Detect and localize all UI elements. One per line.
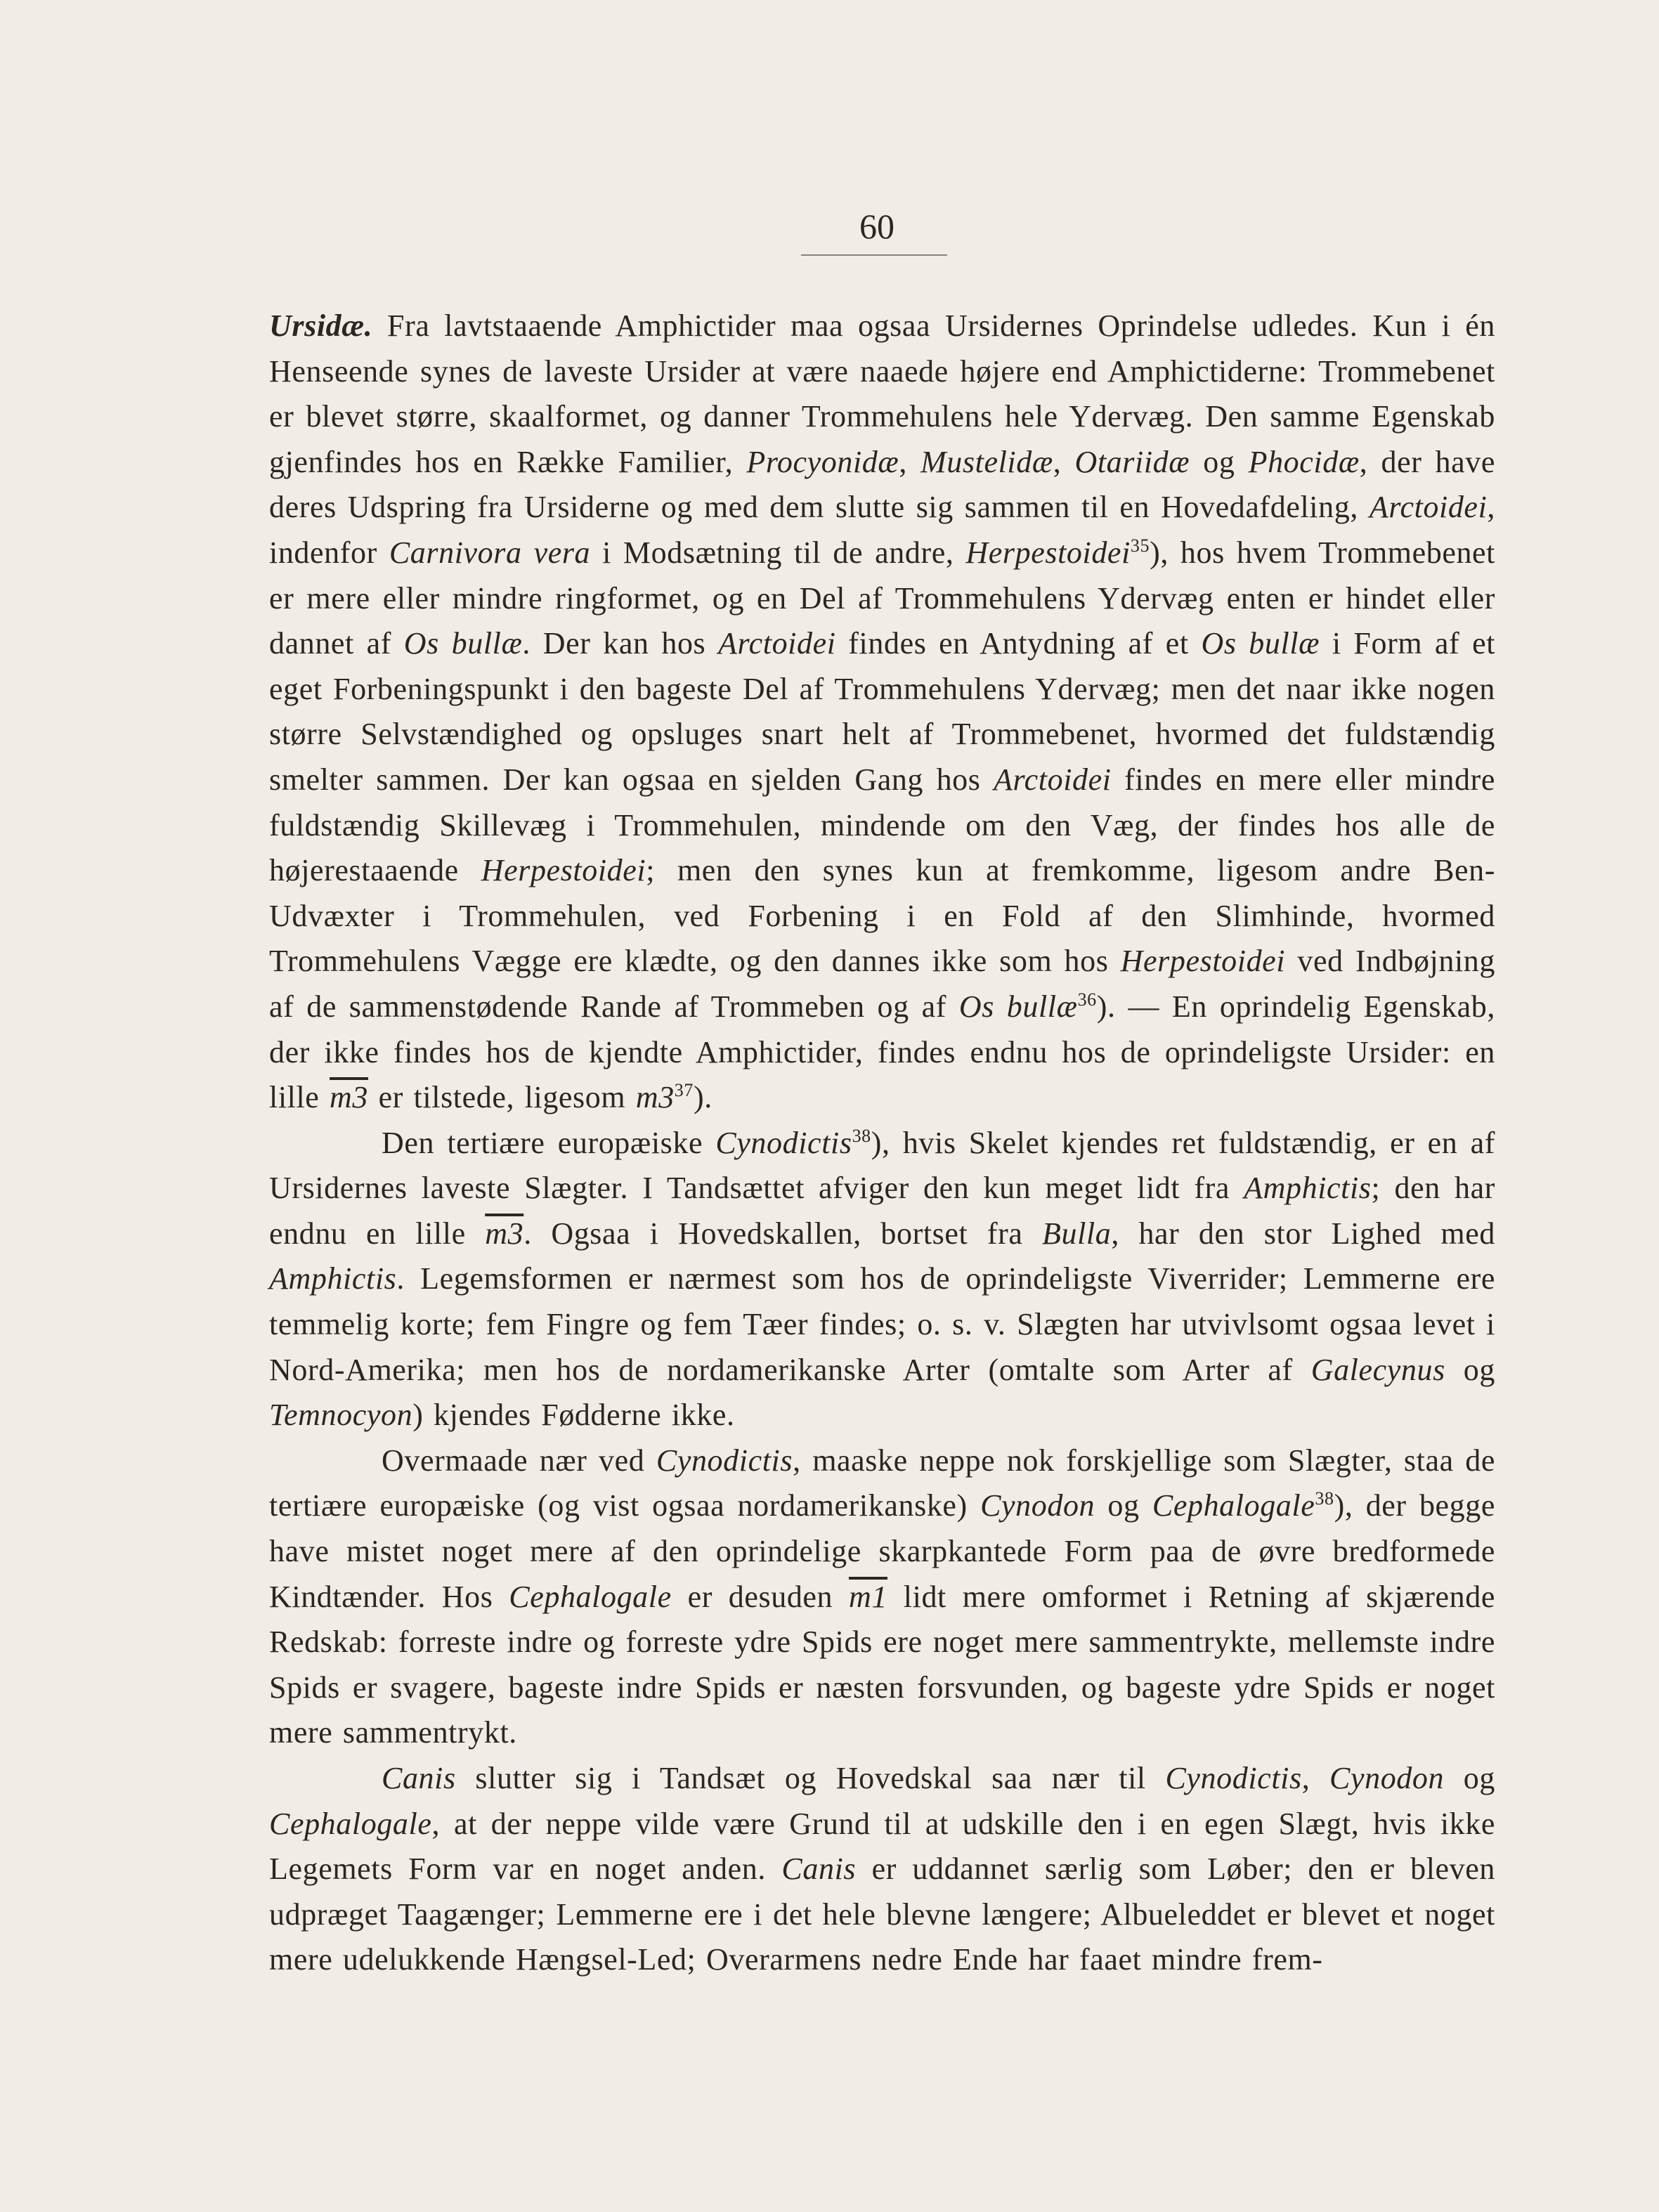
text-run: . Der kan hos (522, 626, 719, 661)
text-run: ved Indbøjning af de sammenstødende Rande af Trommeben og af (269, 944, 1495, 1024)
text-run: er uddannet særlig som Løber; den er bleven udpræget Taagænger; Lemmerne ere i det hele blevne længere; Albueleddet er blevet et noget mere udelukkende Hængsel-Led; Overarmens nedre Ende har faaet mindre frem- (269, 1852, 1495, 1977)
italic-term: Cynodon (980, 1488, 1095, 1523)
italic-term: Herpestoidei (965, 535, 1131, 570)
italic-term: Amphictis (1244, 1171, 1372, 1206)
text-run: , (1301, 1761, 1330, 1795)
footnote-ref: 36 (1077, 989, 1097, 1010)
italic-term: Cephalogale (1152, 1488, 1315, 1523)
italic-term: Canis (382, 1761, 456, 1795)
body-text (269, 304, 1495, 1983)
footnote-ref: 38 (1315, 1488, 1334, 1509)
italic-term: Cynodictis (715, 1125, 852, 1160)
text-run: , (1053, 444, 1075, 479)
text-run: , (899, 444, 921, 479)
italic-term: Mustelidæ (920, 444, 1053, 479)
text-run: ), der begge have mistet noget mere af den oprindelige skarpkantede Form paa de øvre bredformede Kindtænder. Hos (269, 1488, 1496, 1614)
text-run: og (1445, 1352, 1495, 1387)
text-run: og (1444, 1761, 1496, 1795)
text-run: , maaske neppe nok forskjellige som Slægter, staa de tertiære europæiske (og vist ogsaa nordamerikanske) (269, 1443, 1495, 1523)
text-run: i Modsætning til de andre, (590, 535, 966, 570)
italic-term: Amphictis (269, 1261, 397, 1296)
text-run: , at der neppe vilde være Grund til at udskille den i en egen Slægt, hvis ikke Legemets Form var en noget anden. (269, 1806, 1495, 1887)
text-run: og (1190, 444, 1249, 479)
text-run: og (1095, 1488, 1152, 1523)
italic-term: Phocidæ (1248, 444, 1360, 479)
text-run: ). (694, 1080, 713, 1115)
text-run: i Form af et eget Forbeningspunkt i den bageste Del af Trommehulens Ydervæg; men det naar ikke nogen større Selvstændighed og opsluges snart helt af Trommebenet, hvormed det fuldstændig smelter sammen. Der kan ogsaa en sjelden Gang hos (269, 626, 1496, 797)
text-run: lidt mere omformet i Retning af skjærende Redskab: forreste indre og forreste ydre Spids ere noget mere sammentrykte, mellemste indre Spids er svagere, bageste indre Spids er næsten forsvunden, og bageste ydre Spids er noget mere sammentrykt. (269, 1579, 1495, 1750)
text-run: Overmaade nær ved (382, 1443, 656, 1478)
paragraph-canis (269, 1756, 1495, 1983)
italic-term: Os bullæ (958, 989, 1078, 1024)
text-run: , der have deres Udspring fra Ursiderne og med dem slutte sig sammen til en Hovedafdeling, (269, 444, 1496, 525)
footnote-ref: 38 (852, 1125, 871, 1146)
italic-term: Cephalogale (509, 1579, 672, 1614)
paragraph-cynodictis (269, 1121, 1495, 1438)
text-run: , har den stor Lighed med (1111, 1216, 1495, 1251)
section-heading: Ursidæ. (269, 308, 373, 343)
text-run: . Ogsaa i Hovedskallen, bortset fra (523, 1216, 1042, 1251)
tooth-notation: m1 (848, 1579, 887, 1614)
text-run: er tilstede, ligesom (368, 1080, 636, 1115)
italic-term: Temnocyon (269, 1398, 413, 1433)
italic-term: Arctoidei (718, 626, 836, 661)
italic-term: Carnivora vera (389, 535, 591, 570)
text-run: ). — En oprindelig Egenskab, der ikke findes hos de kjendte Amphictider, findes endnu hos de oprindeligste Ursider: en lille (269, 989, 1496, 1115)
italic-term: Otariidæ (1074, 444, 1190, 479)
italic-term: Cynodictis (1165, 1761, 1302, 1795)
italic-term: Herpestoidei (1120, 944, 1286, 979)
italic-term: Arctoidei (1369, 490, 1488, 525)
page-number: 60 (859, 207, 894, 246)
text-run: Den tertiære europæiske (382, 1125, 716, 1160)
italic-term: Os bullæ (1201, 626, 1320, 661)
footnote-ref: 35 (1130, 535, 1150, 556)
text-run: ), hos hvem Trommebenet er mere eller mindre ringformet, og en Del af Trommehulens Ydervæg enten er hindet eller dannet af (269, 535, 1496, 661)
italic-term: Os bullæ (403, 626, 523, 661)
italic-term: m3 (635, 1080, 675, 1115)
page-number-rule (801, 254, 947, 256)
text-run: slutter sig i Tandsæt og Hovedskal saa nær til (455, 1761, 1166, 1795)
paragraph-ursidae (269, 304, 1495, 1121)
paragraph-cephalogale (269, 1438, 1495, 1756)
footnote-ref: 37 (674, 1080, 694, 1101)
text-run: ; den har endnu en lille (269, 1171, 1495, 1251)
text-run: ; men den synes kun at fremkomme, ligesom andre Ben-Udvæxter i Trommehulen, ved Forbening i en Fold af den Slimhinde, hvormed Trommehulens Vægge ere klædte, og den dannes ikke som hos (269, 853, 1495, 979)
tooth-notation: m3 (330, 1080, 369, 1115)
italic-term: Arctoidei (994, 762, 1112, 797)
text-run: er desuden (671, 1579, 849, 1614)
text-run: ), hvis Skelet kjendes ret fuldstændig, er en af Ursidernes laveste Slægter. I Tandsættet afviger den kun meget lidt fra (269, 1125, 1496, 1206)
text-run: ) kjendes Fødderne ikke. (412, 1398, 735, 1433)
text-run: . Legemsformen er nærmest som hos de oprindeligste Viverrider; Lemmerne ere temmelig korte; fem Fingre og fem Tæer findes; o. s. v. Slægten har utvivlsomt ogsaa levet i Nord-Amerika; men hos de nordamerikanske Arter (omtalte som Arter af (269, 1261, 1495, 1387)
text-run: Fra lavtstaaende Amphictider maa ogsaa Ursidernes Oprindelse udledes. Kun i én Henseende synes de laveste Ursider at være naaede højere end Amphictiderne: Trommebenet er blevet større, skaalformet, og danner Trommehulens hele Ydervæg. Den samme Egenskab gjenfindes hos en Række Familier, (269, 308, 1495, 479)
text-run: , indenfor (269, 490, 1495, 570)
italic-term: Cephalogale (269, 1806, 432, 1841)
italic-term: Herpestoidei (481, 853, 646, 888)
italic-term: Galecynus (1310, 1352, 1445, 1387)
text-run: findes en mere eller mindre fuldstændig Skillevæg i Trommehulen, mindende om den Væg, der findes hos alle de højerestaaende (269, 762, 1495, 888)
italic-term: Cynodon (1329, 1761, 1445, 1795)
tooth-notation: m3 (485, 1216, 524, 1251)
italic-term: Cynodictis (656, 1443, 793, 1478)
italic-term: Procyonidæ (746, 444, 899, 479)
italic-term: Canis (781, 1852, 857, 1887)
italic-term: Bulla (1042, 1216, 1112, 1251)
text-run: findes en Antydning af et (835, 626, 1202, 661)
